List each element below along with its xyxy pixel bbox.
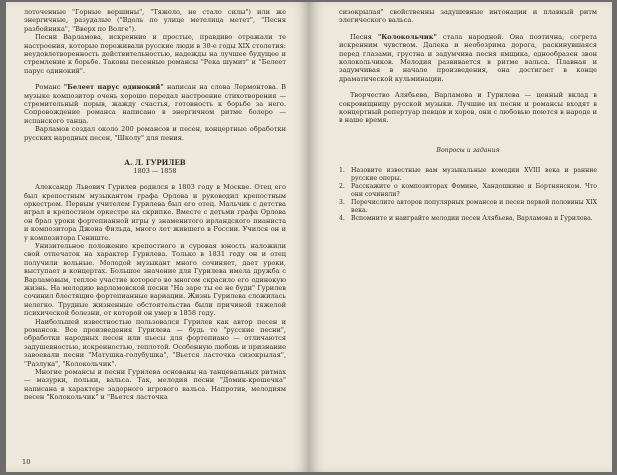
question-text: Перечислите авторов популярных романсов и песен первой половины XIX века. bbox=[351, 198, 597, 214]
question-text: Назовите известные вам музыкальные комедии XVIII века и ранние русские оперы. bbox=[351, 166, 597, 182]
question-number: 3. bbox=[339, 198, 345, 206]
left-text-column bbox=[24, 8, 286, 402]
paragraph: лоточенные "Горные вершины", "Тяжело, не стало силы") или же энергичные, разудалые ("Вдоль по улице метелица метет", "Песня разбойника", "Вверх по Волге"). bbox=[24, 8, 286, 33]
left-page bbox=[6, 2, 309, 472]
romance-paragraph bbox=[24, 83, 286, 125]
kolokolchik-title: "Колокольчик" bbox=[377, 32, 437, 41]
romance-text: написан на слова Лермонтова. В музыке композитор очень хорошо передал настроение стихотворения — стремительный порыв, жажду счастья, готовность к борьбе за него. Сопровождение романса написано в энергичном ритме болеро — испанского танца. bbox=[24, 83, 286, 125]
paragraph: Творчество Алябьева, Варламова и Гурилева — ценный вклад в сокровищницу русской музыки. Лучшие их песни и романсы входят в концертный репертуар певцов и хоров, они с любовью поются в народе и в наше время. bbox=[339, 91, 597, 125]
right-page bbox=[309, 2, 612, 472]
list-item bbox=[339, 215, 597, 223]
kolokolchik-paragraph bbox=[339, 33, 597, 83]
paragraph: Унизительное положение крепостного и суровая юность наложили свой отпечаток на характер Гурилева. Только в 1831 году он и отец получили вольные. Молодой музыкант много сочиняет, дает уроки, выступает в концертах. Большое значение для Гурилева имела дружба с Варламовым, теплое участие которого во многом скрасило его одинокую жизнь. На мелодию варламовской песни "На заре ты ее не буди" Гурилев сочинил блестящие фортепианные вариации. Жизнь Гурилева сложилась нелегко. Трудные жизненные обстоятельства были причиной тяжелой психической болезни, от которой он умер в 1858 году. bbox=[24, 241, 286, 318]
list-item bbox=[339, 199, 597, 215]
questions-title: Вопросы и задания bbox=[436, 146, 500, 154]
section-heading: А. Л. ГУРИЛЕВ bbox=[124, 158, 186, 168]
romance-prefix: Романс bbox=[35, 83, 64, 92]
questions-list bbox=[339, 167, 597, 223]
kolokolchik-text: стала народной. Она поэтична, согрета искренним чувством. Далека и необозрима дорога, раскинувшаяся перед глазами, грустна и задумчива песня ямщика, однообразен звон колокольчиков. Мелодия развивается в ритме вальса. Плавная и задумчивая в начале произведения, она достигает в конце драматической кульминации. bbox=[339, 32, 597, 83]
paragraph: Наибольшей известностью пользовался Гурилев как автор песен и романсов. Все произведения Гурилева — будь то "русские песни", обработки народных песен или пьесы для фортепиано — отличаются задушевностью, искренностью, теплотой. Особенную любовь и признание завоевали песни "Матушка-голубушка", "Вьется ласточка сизокрылая", "Разлука", "Колокольчик". bbox=[24, 317, 286, 368]
list-item bbox=[339, 167, 597, 183]
book-spread bbox=[6, 2, 612, 472]
question-number: 4. bbox=[339, 214, 345, 222]
romance-title: "Белеет парус одинокий" bbox=[63, 83, 164, 92]
page-number: 10 bbox=[22, 458, 31, 466]
kolokolchik-prefix: Песня bbox=[350, 32, 378, 41]
list-item bbox=[339, 183, 597, 199]
section-dates: 1803 — 1858 bbox=[133, 167, 177, 176]
paragraph: сизокрылая" свойственны задушевные интонации и плавный ритм элегического вальса. bbox=[339, 8, 597, 25]
question-number: 1. bbox=[339, 166, 345, 174]
right-text-column bbox=[339, 8, 597, 223]
question-text: Вспомните и наиграйте мелодии песен Алябьева, Варламова и Гурилева. bbox=[351, 214, 593, 222]
paragraph: Многие романсы и песни Гурилева основаны на танцевальных ритмах — мазурки, польки, вальса. Так, мелодия песни "Домик-крошечка" написана в характере задорного игрового вальса. Напротив, мелодиям песен "Колокольчик" и "Вьется ласточка bbox=[24, 368, 286, 402]
paragraph: Варламов создал около 200 романсов и песен, концертные обработки русских народных песен, "Школу" для пения. bbox=[24, 125, 286, 142]
paragraph: Песни Варламова, искренние и простые, правдиво отражали те настроения, которые переживали русские люди в 30-е годы XIX столетия: неудовлетворенность действительностью, надежды на лучшее будущее и стремление к борьбе. Таковы песенные романсы "Река шумит" и "Белеет парус одинокий". bbox=[24, 33, 286, 75]
question-text: Расскажите о композиторах Фомине, Хандошкине и Бортнянском. Что они сочиняли? bbox=[351, 182, 597, 198]
question-number: 2. bbox=[339, 182, 345, 190]
paragraph: Александр Львович Гурилев родился в 1803 году в Москве. Отец его был крепостным музыкантом графа Орлова и руководил крепостным оркестром. Первым учителем Гурилева был его отец. Мальчик с детства играл в крепостном оркестре на скрипке. Вместе с детьми графа Орлова он брал уроки фортепианной игры у знаменитого ирландского пианиста и композитора Джона Фильда, много лет жившего в России. Учился он и у композитора Гениште. bbox=[24, 183, 286, 242]
